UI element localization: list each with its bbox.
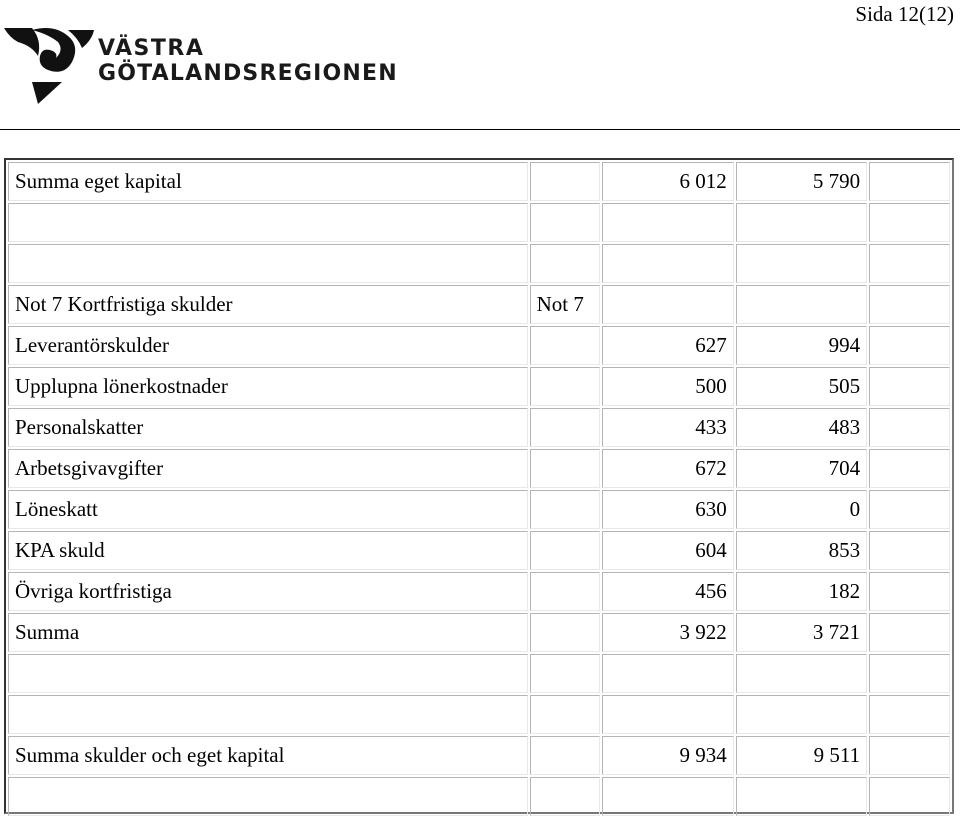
row-empty-cell bbox=[869, 736, 950, 775]
row-label: KPA skuld bbox=[8, 531, 528, 570]
row-note bbox=[530, 736, 601, 775]
row-empty-cell bbox=[869, 367, 950, 406]
table-row bbox=[8, 449, 950, 488]
row-label: Summa bbox=[8, 613, 528, 652]
row-value-2: 505 bbox=[736, 367, 867, 406]
row-value-1: 3 922 bbox=[602, 613, 733, 652]
row-note bbox=[530, 408, 601, 447]
row-value-1: 500 bbox=[602, 367, 733, 406]
row-empty-cell bbox=[869, 408, 950, 447]
balance-table-container bbox=[4, 158, 954, 814]
row-empty-cell bbox=[869, 613, 950, 652]
page-number: Sida 12(12) bbox=[855, 2, 954, 26]
row-value-2 bbox=[736, 695, 867, 734]
row-value-2: 483 bbox=[736, 408, 867, 447]
row-note: Not 7 bbox=[530, 285, 601, 324]
row-value-2 bbox=[736, 777, 867, 816]
table-row bbox=[8, 531, 950, 570]
row-value-2: 704 bbox=[736, 449, 867, 488]
row-note bbox=[530, 490, 601, 529]
row-label: Summa skulder och eget kapital bbox=[8, 736, 528, 775]
row-label bbox=[8, 777, 528, 816]
table-row bbox=[8, 613, 950, 652]
row-empty-cell bbox=[869, 654, 950, 693]
row-label: Övriga kortfristiga bbox=[8, 572, 528, 611]
table-row bbox=[8, 695, 950, 734]
row-value-1: 433 bbox=[602, 408, 733, 447]
row-empty-cell bbox=[869, 777, 950, 816]
table-row bbox=[8, 326, 950, 365]
row-note bbox=[530, 654, 601, 693]
row-label bbox=[8, 203, 528, 242]
row-label: Leverantörskulder bbox=[8, 326, 528, 365]
row-label: Löneskatt bbox=[8, 490, 528, 529]
row-value-1: 6 012 bbox=[602, 162, 733, 201]
row-value-1: 456 bbox=[602, 572, 733, 611]
row-value-2: 9 511 bbox=[736, 736, 867, 775]
table-row bbox=[8, 777, 950, 816]
table-row bbox=[8, 572, 950, 611]
row-note bbox=[530, 613, 601, 652]
row-value-1: 604 bbox=[602, 531, 733, 570]
row-empty-cell bbox=[869, 531, 950, 570]
row-note bbox=[530, 695, 601, 734]
row-label bbox=[8, 654, 528, 693]
table-row bbox=[8, 490, 950, 529]
balance-table bbox=[6, 160, 952, 818]
row-value-1: 630 bbox=[602, 490, 733, 529]
header-rule bbox=[0, 129, 960, 130]
row-empty-cell bbox=[869, 285, 950, 324]
table-row bbox=[8, 203, 950, 242]
row-empty-cell bbox=[869, 203, 950, 242]
row-value-2 bbox=[736, 285, 867, 324]
row-empty-cell bbox=[869, 244, 950, 283]
row-value-1 bbox=[602, 654, 733, 693]
row-value-1: 627 bbox=[602, 326, 733, 365]
logo bbox=[2, 26, 398, 106]
row-label: Summa eget kapital bbox=[8, 162, 528, 201]
row-value-2: 853 bbox=[736, 531, 867, 570]
row-value-2 bbox=[736, 203, 867, 242]
row-label bbox=[8, 244, 528, 283]
row-value-1 bbox=[602, 285, 733, 324]
row-note bbox=[530, 572, 601, 611]
row-empty-cell bbox=[869, 162, 950, 201]
table-row bbox=[8, 285, 950, 324]
logo-text-line2: GÖTALANDSREGIONEN bbox=[98, 61, 398, 86]
row-note bbox=[530, 244, 601, 283]
row-label bbox=[8, 695, 528, 734]
row-value-2: 994 bbox=[736, 326, 867, 365]
row-empty-cell bbox=[869, 490, 950, 529]
row-label: Not 7 Kortfristiga skulder bbox=[8, 285, 528, 324]
row-value-2: 0 bbox=[736, 490, 867, 529]
row-empty-cell bbox=[869, 695, 950, 734]
row-label: Upplupna lönerkostnader bbox=[8, 367, 528, 406]
table-row bbox=[8, 408, 950, 447]
row-note bbox=[530, 326, 601, 365]
row-value-2 bbox=[736, 654, 867, 693]
row-empty-cell bbox=[869, 449, 950, 488]
row-value-2: 182 bbox=[736, 572, 867, 611]
table-row bbox=[8, 162, 950, 201]
row-label: Arbetsgivavgifter bbox=[8, 449, 528, 488]
logo-text-line1: VÄSTRA bbox=[98, 36, 205, 61]
row-empty-cell bbox=[869, 326, 950, 365]
table-row bbox=[8, 367, 950, 406]
row-label: Personalskatter bbox=[8, 408, 528, 447]
row-value-2: 5 790 bbox=[736, 162, 867, 201]
row-note bbox=[530, 777, 601, 816]
row-note bbox=[530, 367, 601, 406]
table-body bbox=[8, 162, 950, 816]
table-row bbox=[8, 244, 950, 283]
row-value-1 bbox=[602, 203, 733, 242]
row-empty-cell bbox=[869, 572, 950, 611]
row-note bbox=[530, 531, 601, 570]
row-value-2 bbox=[736, 244, 867, 283]
row-note bbox=[530, 449, 601, 488]
row-value-1: 672 bbox=[602, 449, 733, 488]
row-note bbox=[530, 162, 601, 201]
logo-symbol-icon bbox=[2, 26, 98, 106]
row-value-1 bbox=[602, 695, 733, 734]
row-value-1: 9 934 bbox=[602, 736, 733, 775]
table-row bbox=[8, 654, 950, 693]
row-value-1 bbox=[602, 777, 733, 816]
row-value-1 bbox=[602, 244, 733, 283]
row-note bbox=[530, 203, 601, 242]
row-value-2: 3 721 bbox=[736, 613, 867, 652]
table-row bbox=[8, 736, 950, 775]
